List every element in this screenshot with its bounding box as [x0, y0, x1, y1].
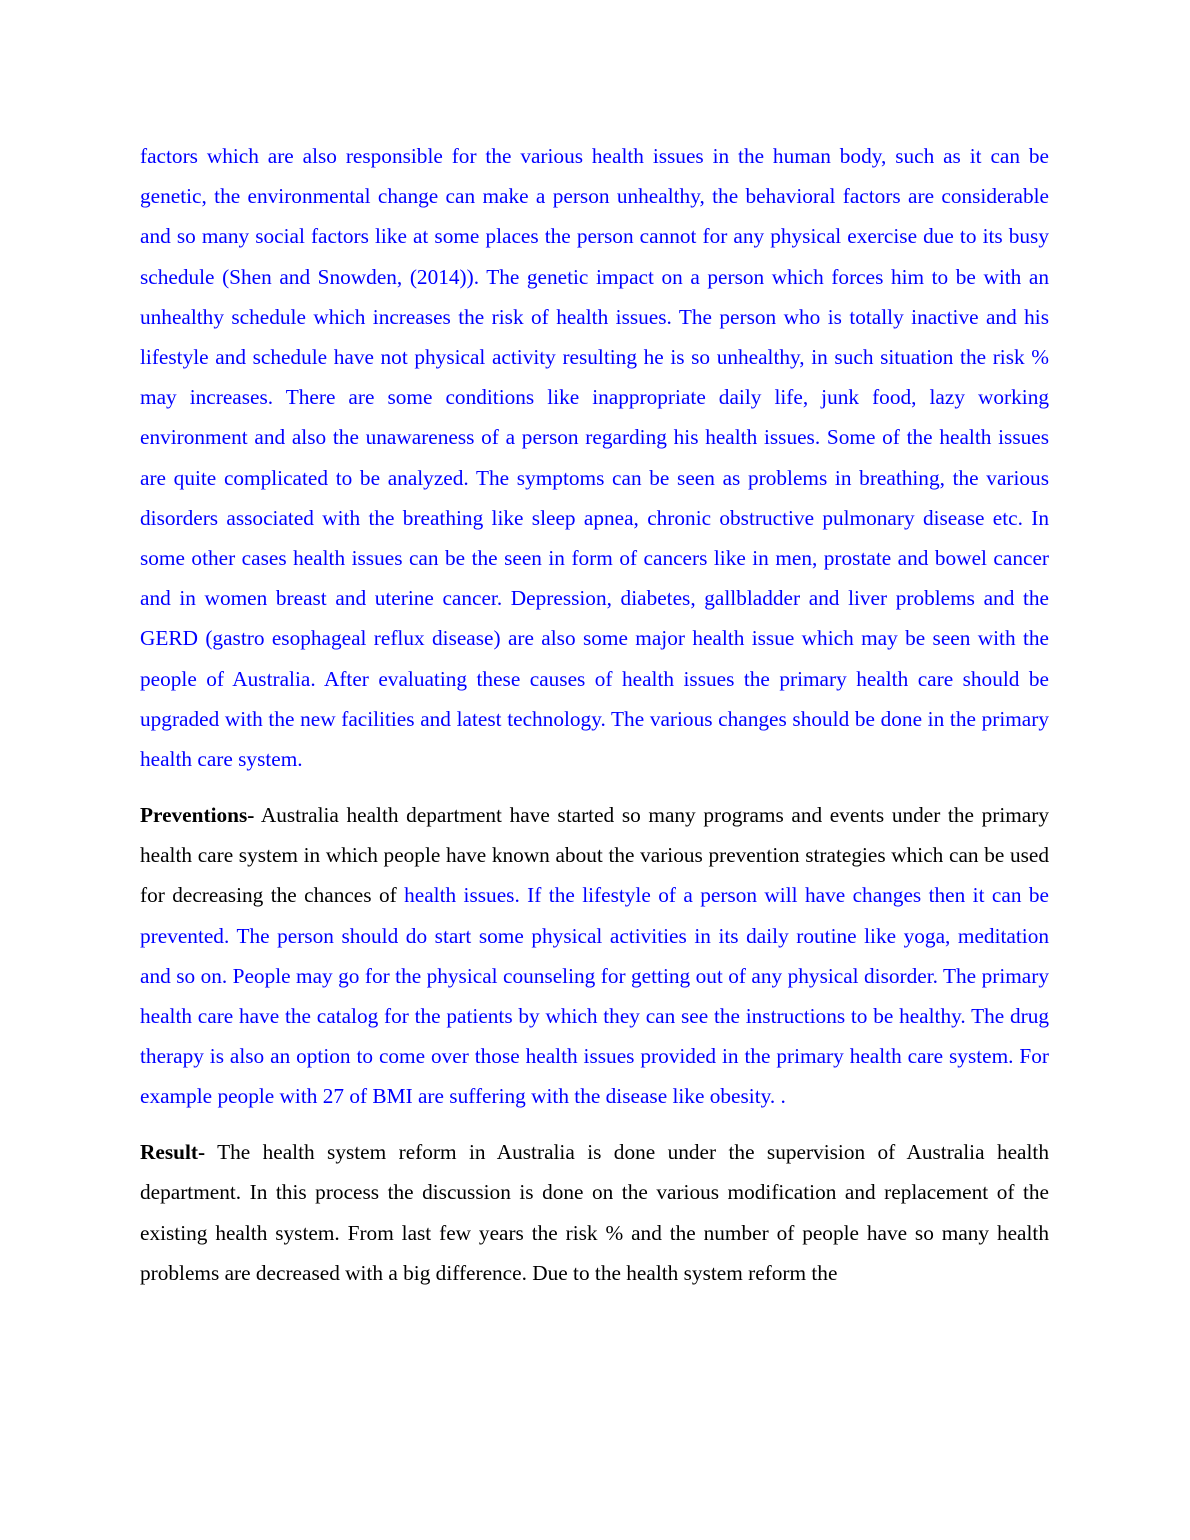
paragraph-preventions: [140, 795, 1049, 1117]
result-text: The health system reform in Australia is done under the supervision of Australia health department. In this process the discussion is done on the various modification and replacement of the existing health system. From last few years the risk % and the number of people have so many health problems are decreased with a big difference. Due to the health system reform the: [140, 1140, 1049, 1285]
preventions-heading: Preventions-: [140, 802, 255, 827]
preventions-text-blue: health issues. If the lifestyle of a person will have changes then it can be prevented. The person should do start some physical activities in its daily routine like yoga, meditation and so on. People may go for the physical counseling for getting out of any physical disorder. The primary health care have the catalog for the patients by which they can see the instructions to be healthy. The drug therapy is also an option to come over those health issues provided in the primary health care system. For example people with 27 of BMI are suffering with the disease like obesity. .: [140, 883, 1049, 1109]
paragraph-health-factors-text: factors which are also responsible for the various health issues in the human body, such as it can be genetic, the environmental change can make a person unhealthy, the behavioral factors are considerable and so many social factors like at some places the person cannot for any physical exercise due to its busy schedule (Shen and Snowden, (2014)). The genetic impact on a person which forces him to be with an unhealthy schedule which increases the risk of health issues. The person who is totally inactive and his lifestyle and schedule have not physical activity resulting he is so unhealthy, in such situation the risk % may increases. There are some conditions like inappropriate daily life, junk food, lazy working environment and also the unawareness of a person regarding his health issues. Some of the health issues are quite complicated to be analyzed. The symptoms can be seen as problems in breathing, the various disorders associated with the breathing like sleep apnea, chronic obstructive pulmonary disease etc. In some other cases health issues can be the seen in form of cancers like in men, prostate and bowel cancer and in women breast and uterine cancer. Depression, diabetes, gallbladder and liver problems and the GERD (gastro esophageal reflux disease) are also some major health issue which may be seen with the people of Australia. After evaluating these causes of health issues the primary health care should be upgraded with the new facilities and latest technology. The various changes should be done in the primary health care system.: [140, 144, 1049, 772]
paragraph-result: [140, 1132, 1049, 1293]
paragraph-health-factors: [140, 136, 1049, 779]
document-page: [140, 136, 1049, 1309]
result-heading: Result-: [140, 1140, 206, 1165]
preventions-text-black: Australia health department have started so many programs and events under the primary health care system in which people have known about the various prevention strategies which can be used for decreasing the chances of: [140, 802, 1049, 908]
